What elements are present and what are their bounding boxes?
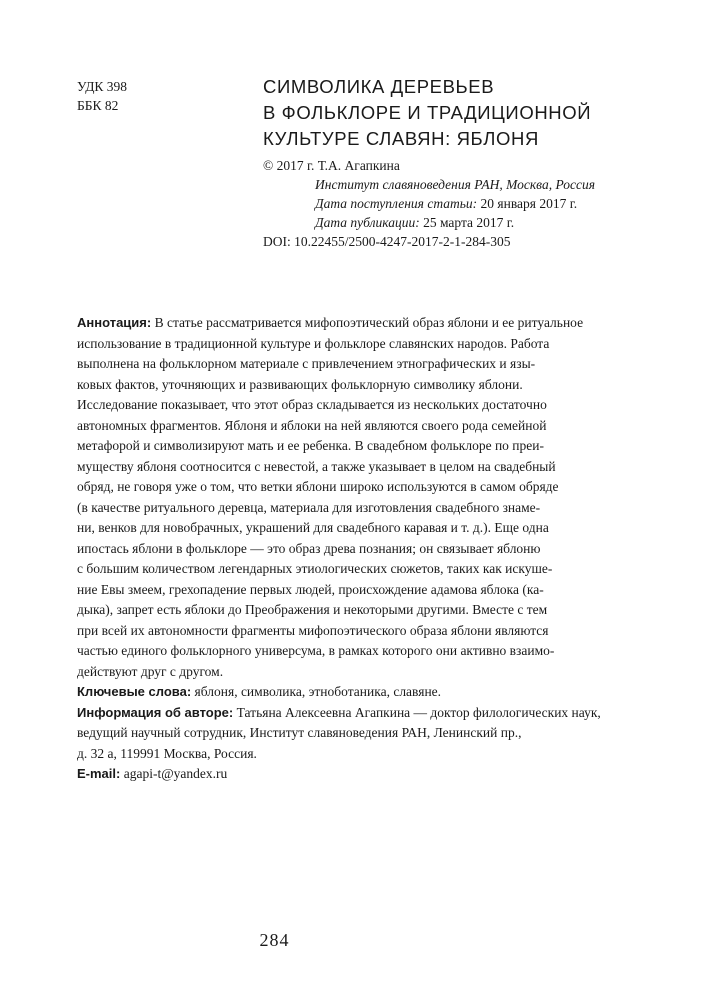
- abstract-line: обряд, не говоря уже о том, что ветки яблони широко используются в самом обряде: [77, 479, 559, 494]
- keywords-line: [77, 682, 623, 703]
- abstract-line: частью единого фольклорного универсума, в рамках которого они активно взаимо-: [77, 643, 555, 658]
- received-label: Дата поступления статьи:: [315, 196, 478, 211]
- author-label: Информация об авторе:: [77, 704, 234, 720]
- abstract-line: Исследование показывает, что этот образ складывается из нескольких достаточно: [77, 397, 547, 412]
- title-line: В ФОЛЬКЛОРЕ И ТРАДИЦИОННОЙ: [263, 102, 592, 123]
- abstract-line: ни, венков для новобрачных, украшений для свадебного каравая и т. д.). Еще одна: [77, 520, 549, 535]
- received-date-line: [263, 194, 663, 213]
- doi-line: DOI: 10.22455/2500-4247-2017-2-1-284-305: [263, 234, 511, 249]
- keywords-paragraph: [77, 682, 623, 703]
- abstract-line: автономных фрагментов. Яблоня и яблоки на ней являются своего рода семейной: [77, 417, 547, 433]
- abstract-line: использование в традиционной культуре и фольклоре славянских народов. Работа: [77, 335, 550, 351]
- published-date-line: [263, 213, 663, 232]
- author-line: д. 32 а, 119991 Москва, Россия.: [77, 745, 257, 761]
- email-paragraph: [77, 764, 623, 785]
- author-line-first: [77, 703, 623, 724]
- abstract-line: ние Евы змеем, грехопадение первых людей, происхождение адамова яблока (ка-: [77, 581, 544, 597]
- article-info: [77, 313, 623, 785]
- abstract-line: (в качестве ритуального деревца, материала для изготовления свадебного знаме-: [77, 499, 541, 515]
- abstract-line: выполнена на фольклорном материале с привлечением этнографических и язы-: [77, 356, 536, 371]
- abstract-line-first: [77, 313, 623, 334]
- copyright-line: © 2017 г. Т.А. Агапкина: [263, 158, 400, 173]
- udk-code: УДК 398: [77, 79, 128, 94]
- abstract-line: метафорой и символизируют мать и ее ребенка. В свадебном фольклоре по преи-: [77, 438, 544, 453]
- abstract-paragraph: [77, 313, 623, 682]
- classification-codes: [77, 77, 127, 115]
- title-line: КУЛЬТУРЕ СЛАВЯН: ЯБЛОНЯ: [263, 128, 539, 149]
- email-line: [77, 764, 623, 785]
- keywords-text: яблоня, символика, этноботаника, славяне.: [191, 684, 442, 699]
- email-address[interactable]: agapi-t@yandex.ru: [120, 766, 228, 781]
- abstract-line: дыка), запрет есть яблоки до Преображения и некоторыми другими. Вместе с тем: [77, 602, 548, 617]
- article-meta: [263, 156, 663, 251]
- keywords-label: Ключевые слова:: [77, 684, 192, 699]
- abstract-line: ипостась яблони в фольклоре — это образ древа познания; он связывает яблоню: [77, 540, 541, 556]
- title-line: СИМВОЛИКА ДЕРЕВЬЕВ: [263, 76, 495, 97]
- institute-text: Институт славяноведения РАН, Москва, Россия: [315, 177, 595, 192]
- received-value: 20 января 2017 г.: [477, 196, 578, 211]
- published-label: Дата публикации:: [315, 215, 420, 230]
- abstract-line: действуют друг с другом.: [77, 663, 224, 679]
- article-title: [263, 74, 663, 152]
- abstract-line: при всей их автономности фрагменты мифопоэтического образа яблони являются: [77, 622, 549, 638]
- bbk-code: ББК 82: [77, 98, 119, 113]
- abstract-text: В статье рассматривается мифопоэтический образ яблони и ее ритуальное: [151, 315, 584, 330]
- abstract-label: Аннотация:: [77, 315, 152, 330]
- page-number: 284: [259, 930, 290, 950]
- email-label: E-mail:: [77, 766, 121, 781]
- author-text: Татьяна Алексеевна Агапкина — доктор филологических наук,: [233, 704, 601, 720]
- abstract-line: с большим количеством легендарных этиологических сюжетов, таких как искуше-: [77, 561, 553, 576]
- author-line: ведущий научный сотрудник, Институт славяноведения РАН, Ленинский пр.,: [77, 725, 522, 740]
- author-paragraph: [77, 703, 623, 765]
- abstract-line: ковых фактов, уточняющих и развивающих фольклорную символику яблони.: [77, 376, 523, 392]
- institute-line: [263, 175, 663, 194]
- abstract-line: муществу яблоня соотносится с невестой, а также указывает в целом на свадебный: [77, 458, 556, 474]
- published-value: 25 марта 2017 г.: [419, 215, 515, 230]
